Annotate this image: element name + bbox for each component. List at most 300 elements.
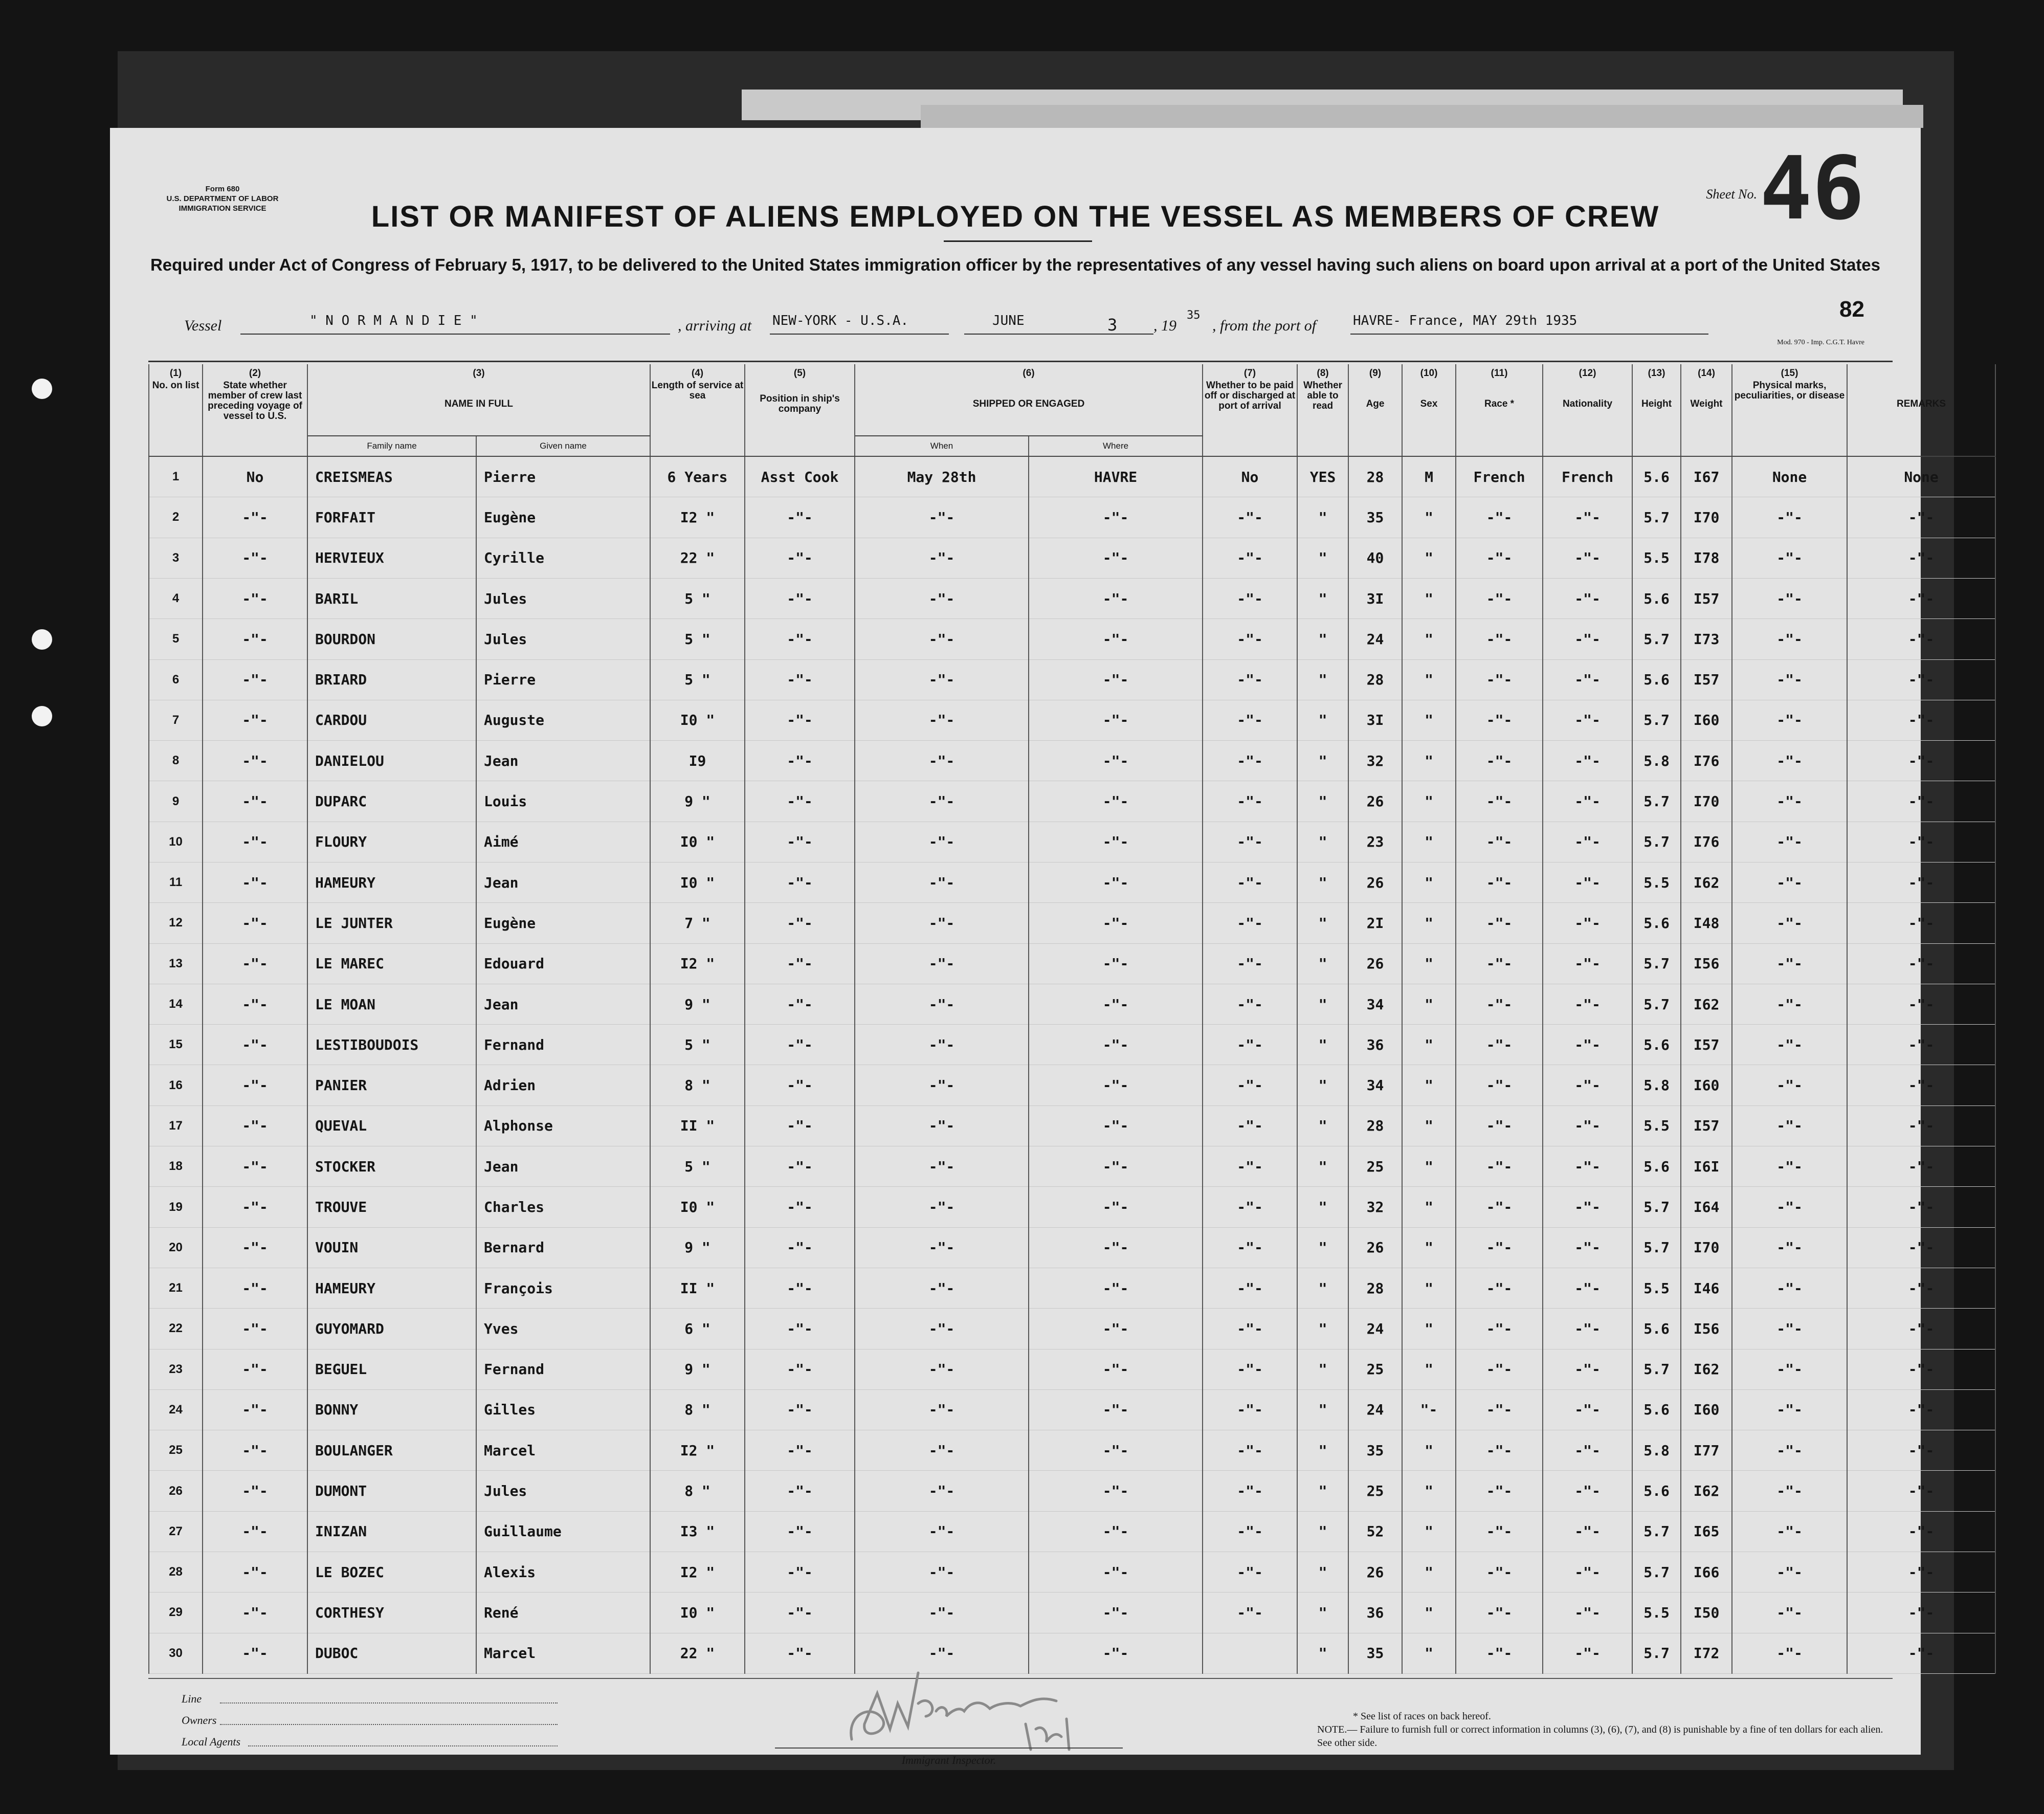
departure-label: , from the port of (1212, 317, 1317, 334)
race-cell: -"- (1456, 741, 1543, 781)
col-remarks: REMARKS (1847, 364, 1995, 456)
shipped-when-cell: -"- (855, 984, 1029, 1024)
owners-field (220, 1724, 558, 1725)
inspector-label: Immigrant Inspector. (901, 1754, 996, 1766)
col-where: Where (1029, 436, 1203, 456)
sex-cell: M (1402, 456, 1456, 497)
position-cell: -"- (745, 1065, 855, 1105)
shipped-when-cell: -"- (855, 1430, 1029, 1471)
remarks-cell: -"- (1847, 781, 1995, 822)
sex-cell: " (1402, 822, 1456, 862)
race-cell: -"- (1456, 1065, 1543, 1105)
page-number: 82 (1839, 297, 1864, 322)
sex-cell: " (1402, 1592, 1456, 1633)
nationality-cell: -"- (1543, 943, 1632, 984)
remarks-cell: -"- (1847, 1511, 1995, 1552)
height-cell: 5.6 (1632, 1389, 1681, 1430)
title-divider (944, 240, 1092, 242)
weight-cell: I62 (1681, 984, 1732, 1024)
able-to-read-cell: " (1297, 1065, 1348, 1105)
paid-off-cell: -"- (1203, 1065, 1297, 1105)
position-cell: -"- (745, 497, 855, 538)
crew-row (149, 1146, 1995, 1187)
sex-cell: " (1402, 619, 1456, 659)
weight-cell: I50 (1681, 1592, 1732, 1633)
position-cell: -"- (745, 1389, 855, 1430)
given-name-cell: Alexis (476, 1552, 650, 1592)
race-cell: -"- (1456, 822, 1543, 862)
paid-off-cell: -"- (1203, 943, 1297, 984)
weight-cell: I56 (1681, 943, 1732, 984)
shipped-where-cell: -"- (1029, 578, 1203, 618)
weight-cell: I48 (1681, 903, 1732, 943)
col-shipped-engaged: (6) SHIPPED OR ENGAGED (855, 364, 1203, 436)
weight-cell: I56 (1681, 1309, 1732, 1349)
col-paid-off: (7) Whether to be paid off or discharged at port of arrival (1203, 364, 1297, 456)
family-name-cell: INIZAN (307, 1511, 476, 1552)
service-length-cell: 22 " (650, 1633, 745, 1673)
row-number-cell: 6 (149, 659, 203, 700)
position-cell: -"- (745, 822, 855, 862)
shipped-where-cell: -"- (1029, 822, 1203, 862)
weight-cell: I64 (1681, 1187, 1732, 1227)
family-name-cell: FLOURY (307, 822, 476, 862)
col-given-name: Given name (476, 436, 650, 456)
col-able-to-read: (8) Whether able to read (1297, 364, 1348, 456)
physical-marks-cell: -"- (1732, 1309, 1847, 1349)
given-name-cell: Marcel (476, 1633, 650, 1673)
nationality-cell: -"- (1543, 1268, 1632, 1308)
age-cell: 34 (1348, 1065, 1402, 1105)
physical-marks-cell: -"- (1732, 1146, 1847, 1187)
family-name-cell: QUEVAL (307, 1105, 476, 1146)
position-cell: -"- (745, 903, 855, 943)
service-length-cell: 5 " (650, 1025, 745, 1065)
col-length-of-service: (4) Length of service at sea (650, 364, 745, 456)
height-cell: 5.7 (1632, 619, 1681, 659)
weight-cell: I70 (1681, 781, 1732, 822)
col-nationality: (12) Nationality (1543, 364, 1632, 456)
prior-voyage-cell: -"- (203, 1146, 307, 1187)
nationality-cell: -"- (1543, 1592, 1632, 1633)
remarks-cell: -"- (1847, 862, 1995, 902)
able-to-read-cell: " (1297, 619, 1348, 659)
position-cell: -"- (745, 700, 855, 740)
row-number-cell: 19 (149, 1187, 203, 1227)
row-number-cell: 22 (149, 1309, 203, 1349)
crew-row (149, 1227, 1995, 1268)
service-length-cell: II " (650, 1105, 745, 1146)
given-name-cell: François (476, 1268, 650, 1308)
remarks-cell: -"- (1847, 619, 1995, 659)
family-name-cell: FORFAIT (307, 497, 476, 538)
height-cell: 5.6 (1632, 1309, 1681, 1349)
family-name-cell: DUMONT (307, 1471, 476, 1511)
sex-cell: " (1402, 538, 1456, 578)
prior-voyage-cell: -"- (203, 984, 307, 1024)
row-number-cell: 29 (149, 1592, 203, 1633)
remarks-cell: -"- (1847, 497, 1995, 538)
able-to-read-cell: " (1297, 862, 1348, 902)
service-length-cell: I0 " (650, 1187, 745, 1227)
col-height: (13) Height (1632, 364, 1681, 456)
prior-voyage-cell: -"- (203, 538, 307, 578)
vessel-name: " N O R M A N D I E " (309, 313, 478, 328)
family-name-cell: LE MOAN (307, 984, 476, 1024)
remarks-cell: None (1847, 456, 1995, 497)
height-cell: 5.7 (1632, 943, 1681, 984)
given-name-cell: Pierre (476, 456, 650, 497)
crew-row (149, 741, 1995, 781)
shipped-where-cell: HAVRE (1029, 456, 1203, 497)
vessel-label: Vessel (184, 317, 222, 334)
age-cell: 23 (1348, 822, 1402, 862)
position-cell: -"- (745, 1187, 855, 1227)
nationality-cell: -"- (1543, 903, 1632, 943)
service-length-cell: 5 " (650, 578, 745, 618)
race-cell: French (1456, 456, 1543, 497)
service-length-cell: II " (650, 1268, 745, 1308)
prior-voyage-cell: -"- (203, 1471, 307, 1511)
service-length-cell: I2 " (650, 943, 745, 984)
vessel-underline (240, 334, 670, 335)
paid-off-cell: -"- (1203, 538, 1297, 578)
height-cell: 5.6 (1632, 456, 1681, 497)
able-to-read-cell: " (1297, 822, 1348, 862)
shipped-where-cell: -"- (1029, 741, 1203, 781)
nationality-cell: -"- (1543, 1471, 1632, 1511)
position-cell: -"- (745, 943, 855, 984)
remarks-cell: -"- (1847, 943, 1995, 984)
col-no-on-list: (1) No. on list (149, 364, 203, 456)
height-cell: 5.7 (1632, 1227, 1681, 1268)
paid-off-cell: -"- (1203, 1105, 1297, 1146)
row-number-cell: 3 (149, 538, 203, 578)
paid-off-cell: -"- (1203, 1025, 1297, 1065)
shipped-where-cell: -"- (1029, 1227, 1203, 1268)
able-to-read-cell: " (1297, 984, 1348, 1024)
sex-cell: " (1402, 497, 1456, 538)
physical-marks-cell: -"- (1732, 822, 1847, 862)
sex-cell: " (1402, 1511, 1456, 1552)
col-prior-voyage: (2) State whether member of crew last preceding voyage of vessel to U.S. (203, 364, 307, 456)
crew-row (149, 619, 1995, 659)
crew-row (149, 1025, 1995, 1065)
family-name-cell: BRIARD (307, 659, 476, 700)
shipped-when-cell: -"- (855, 538, 1029, 578)
height-cell: 5.8 (1632, 1065, 1681, 1105)
physical-marks-cell: -"- (1732, 578, 1847, 618)
position-cell: -"- (745, 1268, 855, 1308)
row-number-cell: 13 (149, 943, 203, 984)
shipped-when-cell: -"- (855, 1065, 1029, 1105)
shipped-when-cell: -"- (855, 741, 1029, 781)
family-name-cell: CREISMEAS (307, 456, 476, 497)
given-name-cell: Eugène (476, 497, 650, 538)
family-name-cell: LESTIBOUDOIS (307, 1025, 476, 1065)
prior-voyage-cell: -"- (203, 862, 307, 902)
sex-cell: " (1402, 1268, 1456, 1308)
weight-cell: I70 (1681, 1227, 1732, 1268)
row-number-cell: 26 (149, 1471, 203, 1511)
shipped-when-cell: -"- (855, 1389, 1029, 1430)
row-number-cell: 1 (149, 456, 203, 497)
family-name-cell: LE JUNTER (307, 903, 476, 943)
race-cell: -"- (1456, 862, 1543, 902)
given-name-cell: Jules (476, 1471, 650, 1511)
prior-voyage-cell: -"- (203, 781, 307, 822)
family-name-cell: LE MAREC (307, 943, 476, 984)
position-cell: -"- (745, 1146, 855, 1187)
crew-row (149, 1511, 1995, 1552)
binder-hole (32, 629, 52, 650)
prior-voyage-cell: -"- (203, 1511, 307, 1552)
height-cell: 5.6 (1632, 1025, 1681, 1065)
paid-off-cell: -"- (1203, 1389, 1297, 1430)
crew-row (149, 1471, 1995, 1511)
given-name-cell: Adrien (476, 1065, 650, 1105)
height-cell: 5.8 (1632, 741, 1681, 781)
row-number-cell: 17 (149, 1105, 203, 1146)
family-name-cell: DANIELOU (307, 741, 476, 781)
shipped-when-cell: -"- (855, 1633, 1029, 1673)
crew-row (149, 1552, 1995, 1592)
height-cell: 5.7 (1632, 1552, 1681, 1592)
age-cell: 26 (1348, 1227, 1402, 1268)
col-age: (9) Age (1348, 364, 1402, 456)
able-to-read-cell: " (1297, 1187, 1348, 1227)
sex-cell: " (1402, 1105, 1456, 1146)
position-cell: -"- (745, 578, 855, 618)
remarks-cell: -"- (1847, 1105, 1995, 1146)
nationality-cell: -"- (1543, 1105, 1632, 1146)
nationality-cell: -"- (1543, 1552, 1632, 1592)
col-when: When (855, 436, 1029, 456)
shipped-where-cell: -"- (1029, 619, 1203, 659)
shipped-when-cell: -"- (855, 578, 1029, 618)
position-cell: -"- (745, 1592, 855, 1633)
prior-voyage-cell: -"- (203, 1187, 307, 1227)
sex-cell: " (1402, 1187, 1456, 1227)
nationality-cell: -"- (1543, 741, 1632, 781)
height-cell: 5.6 (1632, 1471, 1681, 1511)
paid-off-cell: -"- (1203, 1349, 1297, 1389)
sex-cell: " (1402, 984, 1456, 1024)
prior-voyage-cell: -"- (203, 578, 307, 618)
weight-cell: I76 (1681, 822, 1732, 862)
crew-row (149, 700, 1995, 740)
footnote-races: * See list of races on back hereof. (1353, 1711, 1491, 1722)
position-cell: -"- (745, 1633, 855, 1673)
shipped-where-cell: -"- (1029, 1471, 1203, 1511)
shipped-where-cell: -"- (1029, 1552, 1203, 1592)
inspector-signature-line (775, 1747, 1123, 1749)
row-number-cell: 18 (149, 1146, 203, 1187)
family-name-cell: CARDOU (307, 700, 476, 740)
departure-underline (1350, 334, 1708, 335)
remarks-cell: -"- (1847, 1268, 1995, 1308)
paid-off-cell: -"- (1203, 903, 1297, 943)
height-cell: 5.6 (1632, 903, 1681, 943)
physical-marks-cell: None (1732, 456, 1847, 497)
able-to-read-cell: " (1297, 1633, 1348, 1673)
physical-marks-cell: -"- (1732, 1389, 1847, 1430)
arrival-day: 3 (1107, 315, 1118, 335)
weight-cell: I70 (1681, 497, 1732, 538)
weight-cell: I65 (1681, 1511, 1732, 1552)
given-name-cell: Bernard (476, 1227, 650, 1268)
given-name-cell: Jules (476, 578, 650, 618)
given-name-cell: Aimé (476, 822, 650, 862)
shipped-when-cell: -"- (855, 659, 1029, 700)
weight-cell: I57 (1681, 1105, 1732, 1146)
sex-cell: " (1402, 1065, 1456, 1105)
underlying-sheet-edge (921, 105, 1923, 128)
line-field (220, 1702, 558, 1704)
departure-port: HAVRE- France, MAY 29th 1935 (1353, 313, 1578, 328)
shipped-where-cell: -"- (1029, 1592, 1203, 1633)
age-cell: 32 (1348, 741, 1402, 781)
height-cell: 5.7 (1632, 984, 1681, 1024)
crew-row (149, 1268, 1995, 1308)
family-name-cell: STOCKER (307, 1146, 476, 1187)
service-length-cell: 9 " (650, 1349, 745, 1389)
service-length-cell: 9 " (650, 1227, 745, 1268)
col-weight: (14) Weight (1681, 364, 1732, 456)
nationality-cell: -"- (1543, 497, 1632, 538)
position-cell: -"- (745, 1471, 855, 1511)
arrival-port: NEW-YORK - U.S.A. (772, 313, 909, 328)
remarks-cell: -"- (1847, 741, 1995, 781)
nationality-cell: -"- (1543, 700, 1632, 740)
age-cell: 52 (1348, 1511, 1402, 1552)
given-name-cell: Fernand (476, 1349, 650, 1389)
paid-off-cell: -"- (1203, 700, 1297, 740)
col-race: (11) Race * (1456, 364, 1543, 456)
sex-cell: " (1402, 659, 1456, 700)
nationality-cell: -"- (1543, 1065, 1632, 1105)
shipped-when-cell: -"- (855, 943, 1029, 984)
weight-cell: I60 (1681, 1389, 1732, 1430)
local-agents-field (248, 1745, 558, 1746)
race-cell: -"- (1456, 1389, 1543, 1430)
remarks-cell: -"- (1847, 984, 1995, 1024)
age-cell: 35 (1348, 1633, 1402, 1673)
prior-voyage-cell: No (203, 456, 307, 497)
shipped-when-cell: -"- (855, 497, 1029, 538)
physical-marks-cell: -"- (1732, 659, 1847, 700)
given-name-cell: Jules (476, 619, 650, 659)
age-cell: 36 (1348, 1025, 1402, 1065)
sex-cell: " (1402, 943, 1456, 984)
age-cell: 25 (1348, 1349, 1402, 1389)
service-length-cell: 8 " (650, 1065, 745, 1105)
height-cell: 5.6 (1632, 659, 1681, 700)
nationality-cell: -"- (1543, 1187, 1632, 1227)
weight-cell: I67 (1681, 456, 1732, 497)
physical-marks-cell: -"- (1732, 1025, 1847, 1065)
service-length-cell: I3 " (650, 1511, 745, 1552)
service-name: IMMIGRATION SERVICE (179, 204, 266, 213)
shipped-where-cell: -"- (1029, 862, 1203, 902)
prior-voyage-cell: -"- (203, 659, 307, 700)
family-name-cell: LE BOZEC (307, 1552, 476, 1592)
shipped-where-cell: -"- (1029, 1146, 1203, 1187)
position-cell: -"- (745, 1105, 855, 1146)
family-name-cell: DUPARC (307, 781, 476, 822)
remarks-cell: -"- (1847, 1065, 1995, 1105)
position-cell: -"- (745, 1349, 855, 1389)
prior-voyage-cell: -"- (203, 1227, 307, 1268)
position-cell: Asst Cook (745, 456, 855, 497)
prior-voyage-cell: -"- (203, 1105, 307, 1146)
given-name-cell: Eugène (476, 903, 650, 943)
race-cell: -"- (1456, 578, 1543, 618)
shipped-where-cell: -"- (1029, 903, 1203, 943)
crew-row (149, 1349, 1995, 1389)
family-name-cell: VOUIN (307, 1227, 476, 1268)
able-to-read-cell: " (1297, 943, 1348, 984)
shipped-where-cell: -"- (1029, 1511, 1203, 1552)
height-cell: 5.7 (1632, 1349, 1681, 1389)
position-cell: -"- (745, 538, 855, 578)
paid-off-cell: -"- (1203, 619, 1297, 659)
nationality-cell: -"- (1543, 984, 1632, 1024)
paid-off-cell: -"- (1203, 781, 1297, 822)
age-cell: 28 (1348, 1105, 1402, 1146)
height-cell: 5.6 (1632, 1146, 1681, 1187)
prior-voyage-cell: -"- (203, 1552, 307, 1592)
paid-off-cell: -"- (1203, 659, 1297, 700)
sex-cell: " (1402, 1025, 1456, 1065)
sex-cell: " (1402, 1309, 1456, 1349)
document-subtitle: Required under Act of Congress of February 5, 1917, to be delivered to the United States immigration officer by the representatives of any vessel having such aliens on board upon arrival at a port of the United States (150, 255, 1881, 274)
nationality-cell: -"- (1543, 1146, 1632, 1187)
able-to-read-cell: " (1297, 1146, 1348, 1187)
prior-voyage-cell: -"- (203, 619, 307, 659)
race-cell: -"- (1456, 659, 1543, 700)
row-number-cell: 4 (149, 578, 203, 618)
height-cell: 5.7 (1632, 1187, 1681, 1227)
able-to-read-cell: " (1297, 1511, 1348, 1552)
row-number-cell: 9 (149, 781, 203, 822)
shipped-where-cell: -"- (1029, 1268, 1203, 1308)
height-cell: 5.6 (1632, 578, 1681, 618)
paid-off-cell: -"- (1203, 984, 1297, 1024)
height-cell: 5.7 (1632, 497, 1681, 538)
shipped-when-cell: -"- (855, 1592, 1029, 1633)
physical-marks-cell: -"- (1732, 1511, 1847, 1552)
race-cell: -"- (1456, 1471, 1543, 1511)
able-to-read-cell: " (1297, 1552, 1348, 1592)
shipped-when-cell: -"- (855, 1187, 1029, 1227)
nationality-cell: -"- (1543, 1511, 1632, 1552)
local-agents-label: Local Agents (182, 1735, 241, 1748)
prior-voyage-cell: -"- (203, 1633, 307, 1673)
able-to-read-cell: " (1297, 1349, 1348, 1389)
given-name-cell: Edouard (476, 943, 650, 984)
able-to-read-cell: " (1297, 538, 1348, 578)
remarks-cell: -"- (1847, 700, 1995, 740)
crew-row (149, 984, 1995, 1024)
able-to-read-cell: " (1297, 1389, 1348, 1430)
physical-marks-cell: -"- (1732, 741, 1847, 781)
physical-marks-cell: -"- (1732, 1349, 1847, 1389)
race-cell: -"- (1456, 1025, 1543, 1065)
sex-cell: " (1402, 741, 1456, 781)
height-cell: 5.7 (1632, 1633, 1681, 1673)
service-length-cell: 8 " (650, 1471, 745, 1511)
